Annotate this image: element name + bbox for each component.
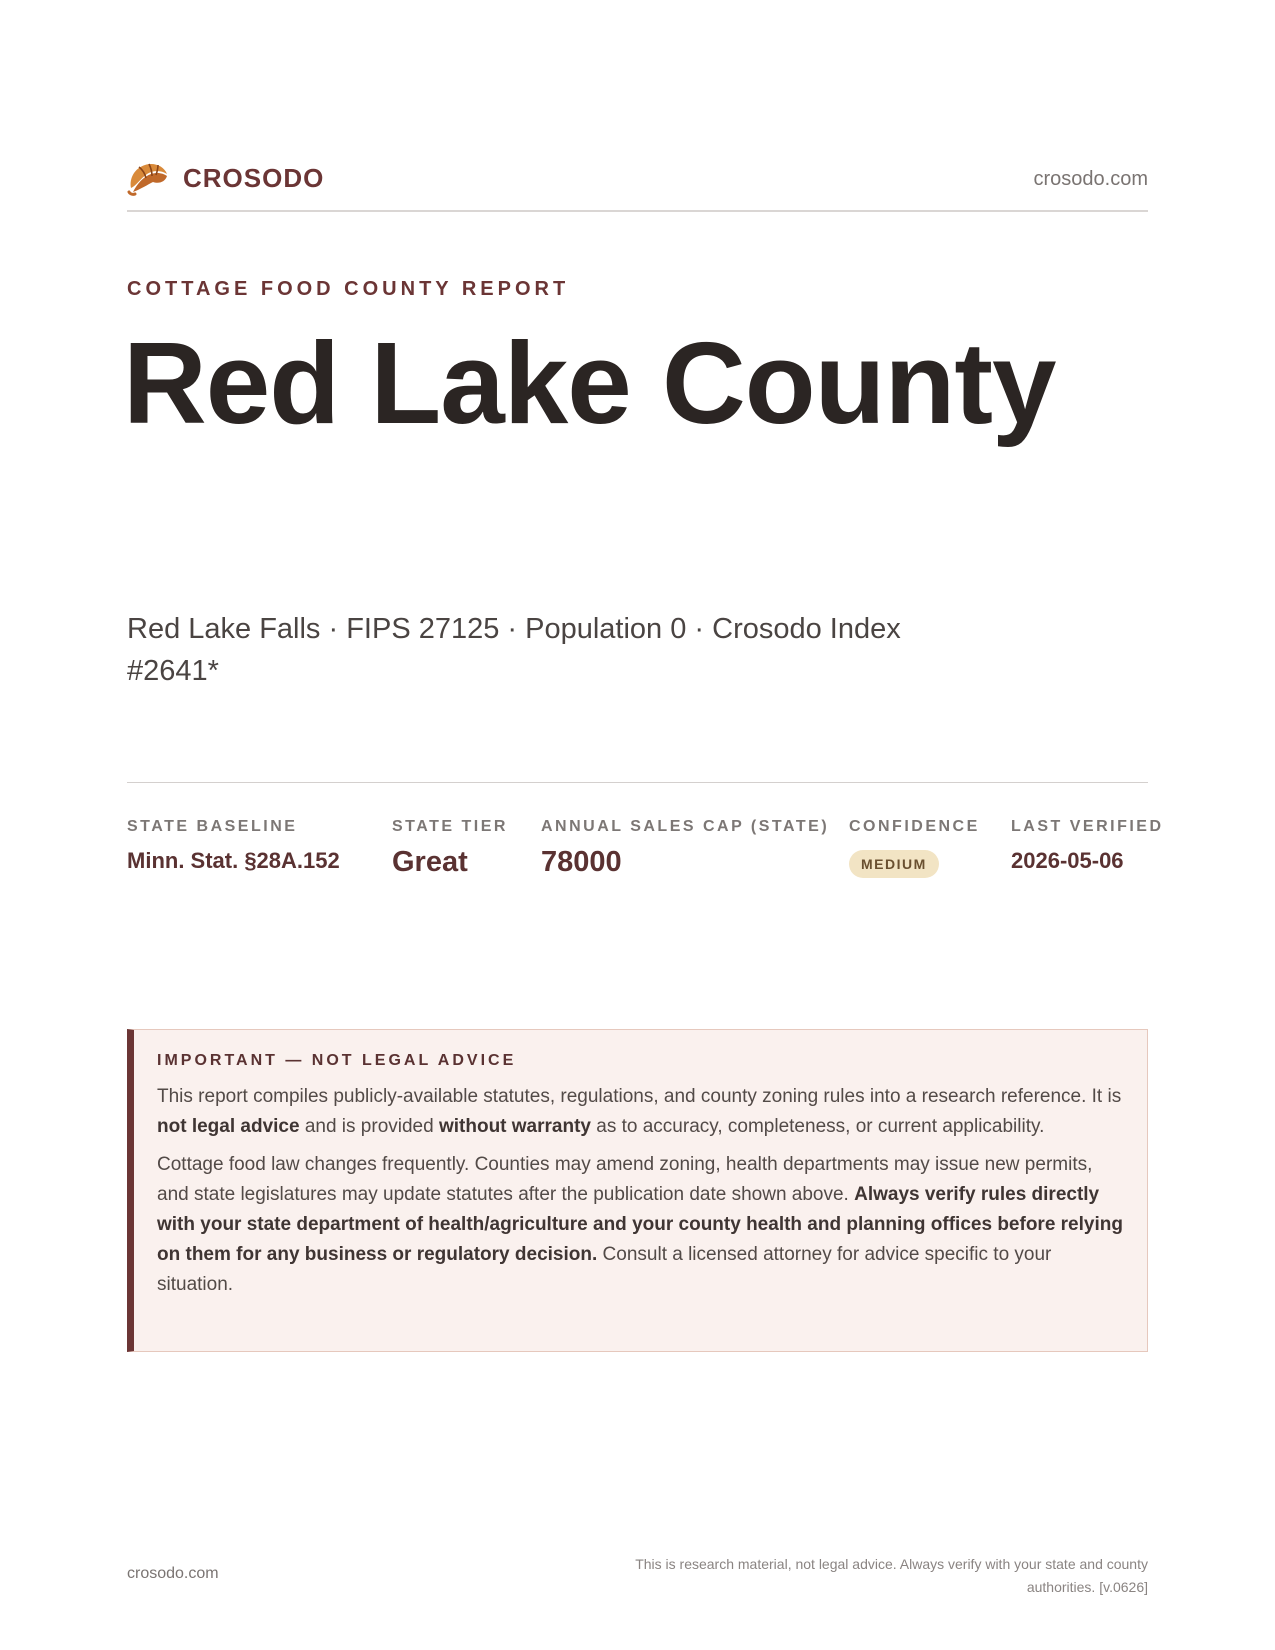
site-url[interactable]: crosodo.com [1033, 168, 1148, 190]
stat-label: LAST VERIFIED [1011, 818, 1164, 835]
croissant-icon [127, 158, 169, 198]
confidence-badge: MEDIUM [849, 850, 939, 878]
stat-sales-cap [541, 818, 829, 879]
stat-label: STATE BASELINE [127, 818, 298, 835]
stat-label: ANNUAL SALES CAP (STATE) [541, 818, 830, 835]
section-divider [127, 782, 1148, 783]
legal-notice [127, 1029, 1148, 1352]
brand-name: CROSODO [183, 162, 325, 193]
notice-heading: IMPORTANT — NOT LEGAL ADVICE [157, 1052, 517, 1069]
page-header [127, 158, 1148, 208]
brand [127, 158, 324, 198]
stat-label: CONFIDENCE [849, 818, 980, 835]
stat-value: 78000 [541, 846, 622, 878]
notice-text: Cottage food law changes frequently. Counties may amend zoning, health departments may issue new permits, and state legislatures may update statutes after the publication date shown above. [157, 1154, 1093, 1205]
stat-last-verified [1011, 818, 1164, 874]
report-eyebrow: COTTAGE FOOD COUNTY REPORT [127, 278, 570, 300]
notice-text: This report compiles publicly-available statutes, regulations, and county zoning rules into a research reference. It is [157, 1086, 1122, 1107]
notice-emphasis: without warranty [438, 1116, 591, 1137]
page-title: Red Lake County [123, 318, 1056, 448]
header-divider [127, 210, 1148, 212]
county-subtitle: Red Lake Falls · FIPS 27125 · Population 0 · Crosodo Index #2641* [127, 613, 901, 687]
stat-value: 2026-05-06 [1011, 848, 1124, 873]
stat-state-baseline [127, 818, 340, 874]
report-page [123, 0, 1164, 1650]
notice-emphasis: Always verify rules directly with your state department of health/agriculture and your county health and planning offices before relying on them for any business or regulatory decision. [157, 1184, 1123, 1265]
stat-value: Minn. Stat. §28A.152 [127, 848, 340, 873]
footer-disclaimer: This is research material, not legal advice. Always verify with your state and county authorities. [v.0626] [635, 1556, 1148, 1595]
stat-state-tier [392, 818, 508, 879]
stat-value: Great [392, 846, 468, 878]
notice-emphasis: not legal advice [157, 1116, 300, 1137]
stat-confidence [849, 818, 980, 878]
notice-paragraph-1 [157, 1082, 1125, 1142]
notice-text: and is provided [299, 1116, 439, 1137]
footer-site[interactable]: crosodo.com [127, 1565, 219, 1582]
notice-text: Consult a licensed attorney for advice specific to your situation. [157, 1244, 1052, 1295]
stat-label: STATE TIER [392, 818, 508, 835]
notice-text: as to accuracy, completeness, or current applicability. [590, 1116, 1045, 1137]
notice-paragraph-2 [157, 1150, 1125, 1300]
